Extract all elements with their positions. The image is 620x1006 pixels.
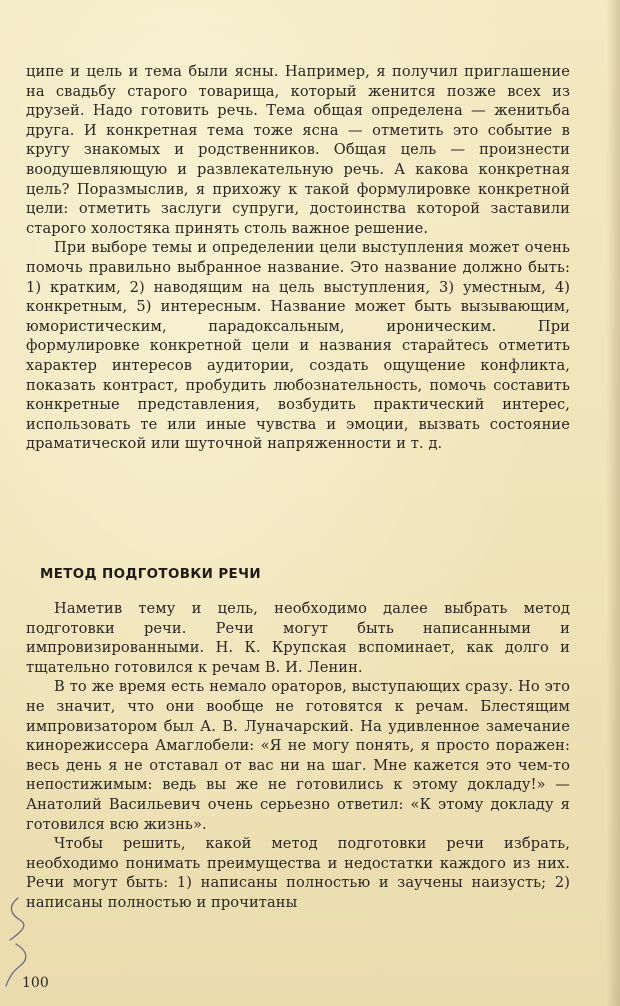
page-edge-shadow [606,0,620,1006]
paragraph-method-types: Чтобы решить, какой метод подготовки речи избрать, необходимо понимать преимущества и недостатки каждого из них. Речи могут быть: 1) написаны полностью и заучены наизусть; 2) написаны полностью и прочитаны [26,835,570,911]
paragraph-method-intro: Наметив тему и цель, необходимо далее выбрать метод подготовки речи. Речи могут быть написанными и импровизированными. Н. К. Крупская вспоминает, как долго и тщательно готовился к речам В. И. Ленин. [26,600,570,676]
paragraph-continuation: ципе и цель и тема были ясны. Например, я получил приглашение на свадьбу старого товарища, который женится позже всех из друзей. Надо готовить речь. Тема общая определена — женитьба друга. И конкретная тема тоже ясна — отметить это событие в кругу знакомых и родственников. Общая цель — произнести воодушевляющую и развлекательную речь. А какова конкретная цель? Поразмыслив, я прихожу к такой формулировке конкретной цели: отметить заслуги супруги, достоинства которой заставили старого холостяка принять столь важное решение. [26,63,570,237]
section-one-text [26,62,570,454]
pencil-margin-mark [0,880,40,990]
paragraph-improvisers: В то же время есть немало ораторов, выступающих сразу. Но это не значит, что они вообще не готовятся к речам. Блестящим импровизатором был А. В. Луначарский. На удивленное замечание кинорежиссера Амаглобели: «Я не могу понять, я просто поражен: весь день я не отставал от вас ни на шаг. Мне кажется это чем-то непостижимым: ведь вы же не готовились к этому докладу!» — Анатолий Васильевич очень серьезно ответил: «К этому докладу я готовился всю жизнь». [26,678,570,833]
section-two-text [26,599,570,913]
paragraph-title-choice: При выборе темы и определении цели выступления может очень помочь правильно выбранное название. Это название должно быть: 1) кратким, 2) наводящим на цель выступления, 3) уместным, 4) конкретным, 5) интересным. Название может быть вызывающим, юмористическим, парадоксальным, ироническим. При формулировке конкретной цели и названия старайтесь отметить характер интересов аудитории, создать ощущение конфликта, показать контраст, пробудить любознательность, помочь составить конкретные представления, возбудить практический интерес, использовать те или иные чувства и эмоции, вызвать состояние драматической или шуточной напряженности и т. д. [26,239,570,453]
section-heading: МЕТОД ПОДГОТОВКИ РЕЧИ [40,567,261,582]
page-number: 100 [22,975,49,991]
